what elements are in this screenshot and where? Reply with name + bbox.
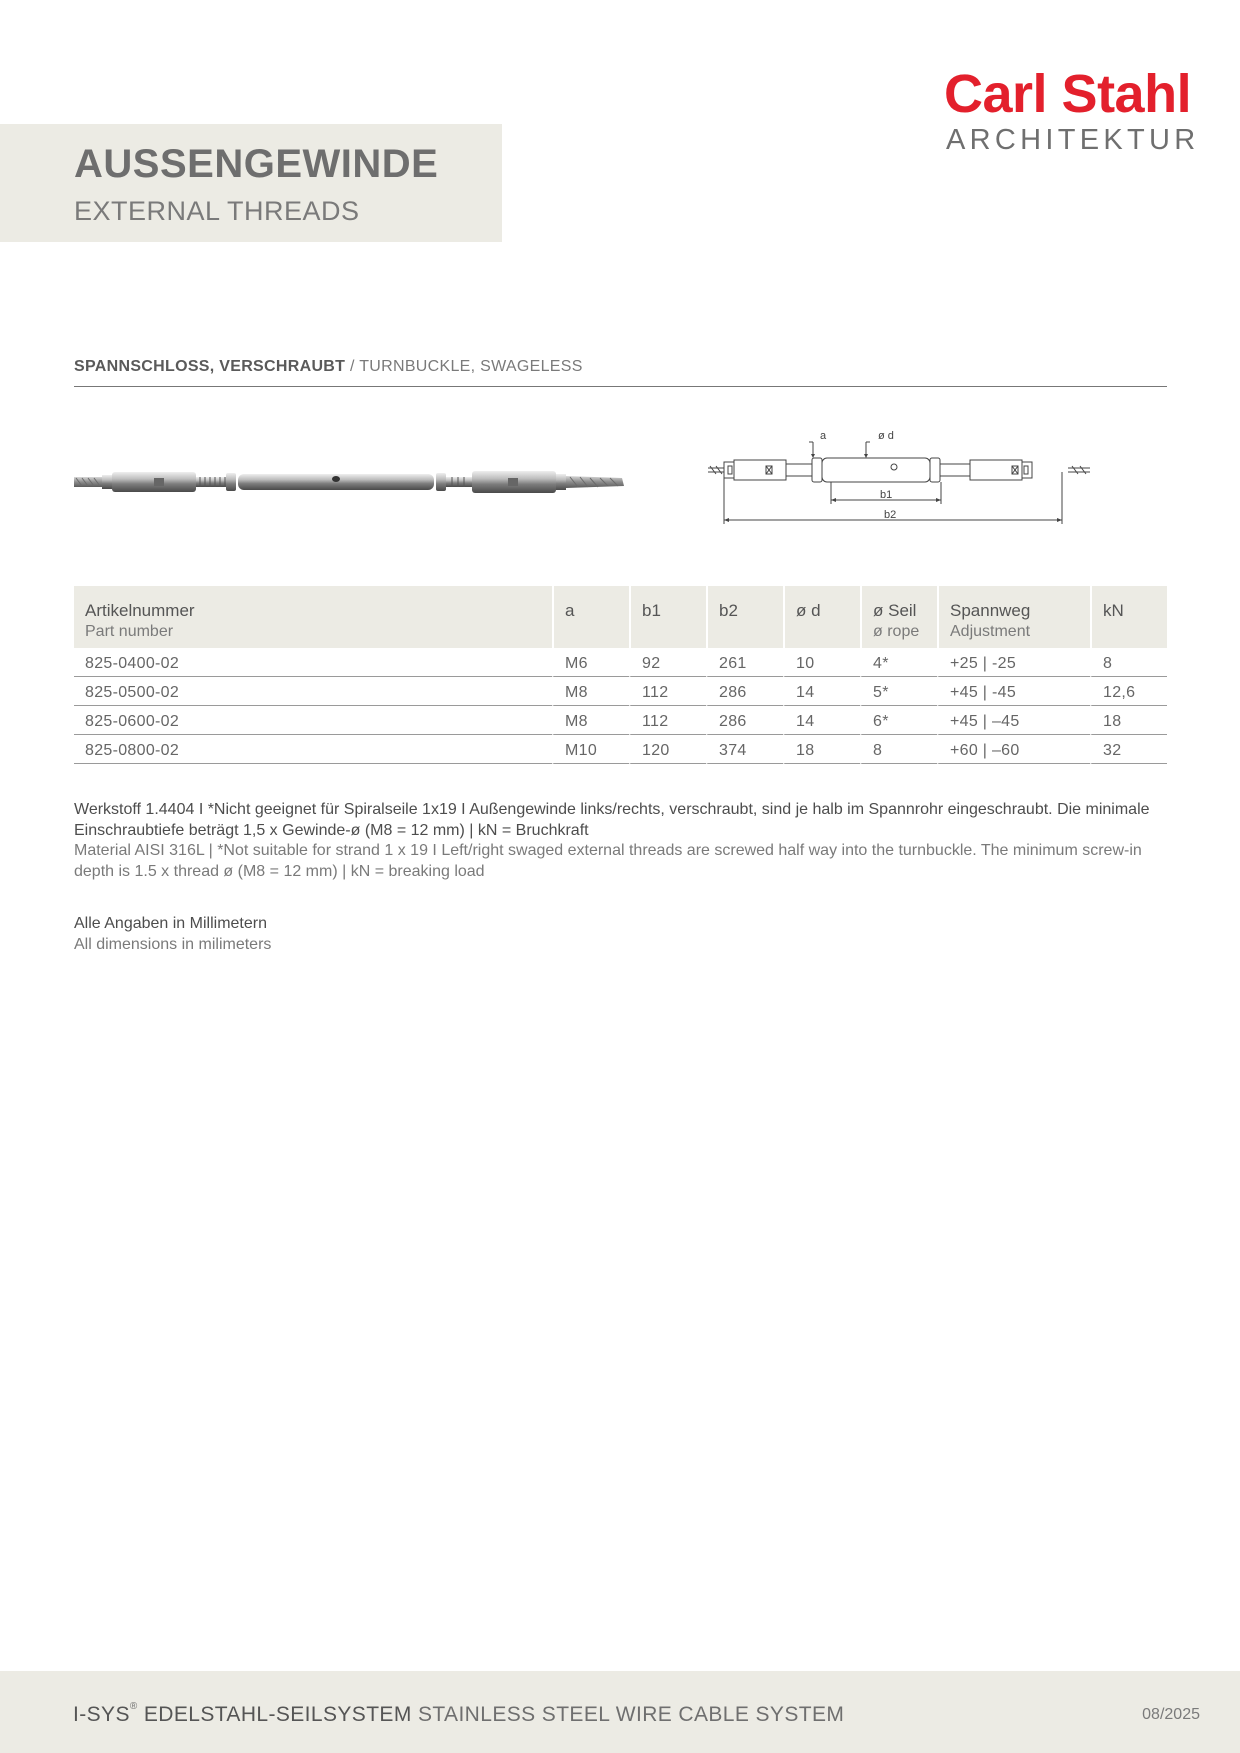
table-cell: +45 | -45 bbox=[937, 677, 1090, 706]
table-cell: 4* bbox=[860, 648, 937, 677]
logo-sub-text: ARCHITEKTUR bbox=[946, 124, 1200, 156]
table-cell: 825-0400-02 bbox=[74, 648, 552, 677]
dimension-label-b1: b1 bbox=[880, 489, 893, 501]
table-cell: M6 bbox=[552, 648, 629, 677]
logo-brand-text: Carl Stahl bbox=[944, 64, 1192, 124]
table-header-row bbox=[74, 586, 1167, 648]
table-cell: 112 bbox=[629, 706, 706, 735]
table-cell: 825-0500-02 bbox=[74, 677, 552, 706]
spec-table bbox=[74, 586, 1167, 764]
column-header-a: a bbox=[552, 586, 629, 648]
dimension-label-a: a bbox=[820, 430, 827, 442]
table-cell: 12,6 bbox=[1090, 677, 1167, 706]
table-cell: 825-0800-02 bbox=[74, 735, 552, 764]
section-divider bbox=[74, 386, 1167, 387]
column-header-adjustment: Spannweg Adjustment bbox=[937, 586, 1090, 648]
column-header-b1: b1 bbox=[629, 586, 706, 648]
footer-date: 08/2025 bbox=[1142, 1706, 1200, 1723]
dimensions-note-de: Alle Angaben in Millimetern bbox=[74, 915, 267, 932]
column-header-rope: ø Seil ø rope bbox=[860, 586, 937, 648]
table-cell: 6* bbox=[860, 706, 937, 735]
dimensions-note bbox=[74, 914, 271, 955]
table-cell: M10 bbox=[552, 735, 629, 764]
section-title-en: TURNBUCKLE, SWAGELESS bbox=[359, 358, 583, 375]
footer-title-de: EDELSTAHL-SEILSYSTEM bbox=[137, 1703, 412, 1726]
table-row bbox=[74, 706, 1167, 735]
table-cell: 374 bbox=[706, 735, 783, 764]
table-cell: 10 bbox=[783, 648, 860, 677]
table-cell: +45 | –45 bbox=[937, 706, 1090, 735]
table-cell: M8 bbox=[552, 677, 629, 706]
table-cell: 825-0600-02 bbox=[74, 706, 552, 735]
column-header-part-number: Artikelnummer Part number bbox=[74, 586, 552, 648]
table-cell: 32 bbox=[1090, 735, 1167, 764]
column-header-b2: b2 bbox=[706, 586, 783, 648]
footer-title-en: STAINLESS STEEL WIRE CABLE SYSTEM bbox=[411, 1703, 845, 1726]
table-cell: 18 bbox=[1090, 706, 1167, 735]
section-separator: / bbox=[345, 358, 360, 375]
section-title-de: SPANNSCHLOSS, VERSCHRAUBT bbox=[74, 358, 346, 375]
turnbuckle-photo bbox=[72, 452, 626, 512]
table-cell: +60 | –60 bbox=[937, 735, 1090, 764]
dimensions-note-en: All dimensions in milimeters bbox=[74, 935, 272, 953]
table-row bbox=[74, 648, 1167, 677]
page-title: AUSSENGEWINDE bbox=[74, 142, 439, 186]
table-cell: 120 bbox=[629, 735, 706, 764]
dimension-label-b2: b2 bbox=[884, 509, 897, 521]
brand-logo bbox=[944, 64, 1200, 156]
table-cell: 286 bbox=[706, 706, 783, 735]
footer-title bbox=[73, 1703, 844, 1727]
page-subtitle: EXTERNAL THREADS bbox=[74, 196, 360, 226]
table-cell: 261 bbox=[706, 648, 783, 677]
material-notes bbox=[74, 800, 1174, 882]
table-row bbox=[74, 735, 1167, 764]
column-header-kn: kN bbox=[1090, 586, 1167, 648]
table-cell: 286 bbox=[706, 677, 783, 706]
footer-brand: I-SYS bbox=[73, 1703, 130, 1726]
table-cell: 14 bbox=[783, 706, 860, 735]
material-notes-en: Material AISI 316L | *Not suitable for strand 1 x 19 I Left/right swaged external threads are screwed half way into the turnbuckle. The minimum screw-in depth is 1.5 x thread ø (M8 = 12 mm) | kN = breaking load bbox=[74, 842, 1142, 880]
footer-registered-mark: ® bbox=[129, 1701, 138, 1712]
column-header-diameter-d: ø d bbox=[783, 586, 860, 648]
technical-drawing bbox=[706, 424, 1092, 528]
dimension-label-d: ø d bbox=[878, 430, 894, 442]
table-cell: 18 bbox=[783, 735, 860, 764]
table-cell: 14 bbox=[783, 677, 860, 706]
table-cell: +25 | -25 bbox=[937, 648, 1090, 677]
table-cell: 92 bbox=[629, 648, 706, 677]
table-cell: 8 bbox=[1090, 648, 1167, 677]
section-heading bbox=[74, 358, 583, 376]
table-cell: 5* bbox=[860, 677, 937, 706]
table-cell: M8 bbox=[552, 706, 629, 735]
table-cell: 8 bbox=[860, 735, 937, 764]
table-row bbox=[74, 677, 1167, 706]
table-cell: 112 bbox=[629, 677, 706, 706]
material-notes-de: Werkstoff 1.4404 I *Nicht geeignet für Spiralseile 1x19 I Außengewinde links/rechts, verschraubt, sind je halb im Spannrohr eingeschraubt. Die minimale Einschraubtiefe beträgt 1,5 x Gewinde-ø (M8 = 12 mm) | kN = Bruchkraft bbox=[74, 801, 1150, 839]
